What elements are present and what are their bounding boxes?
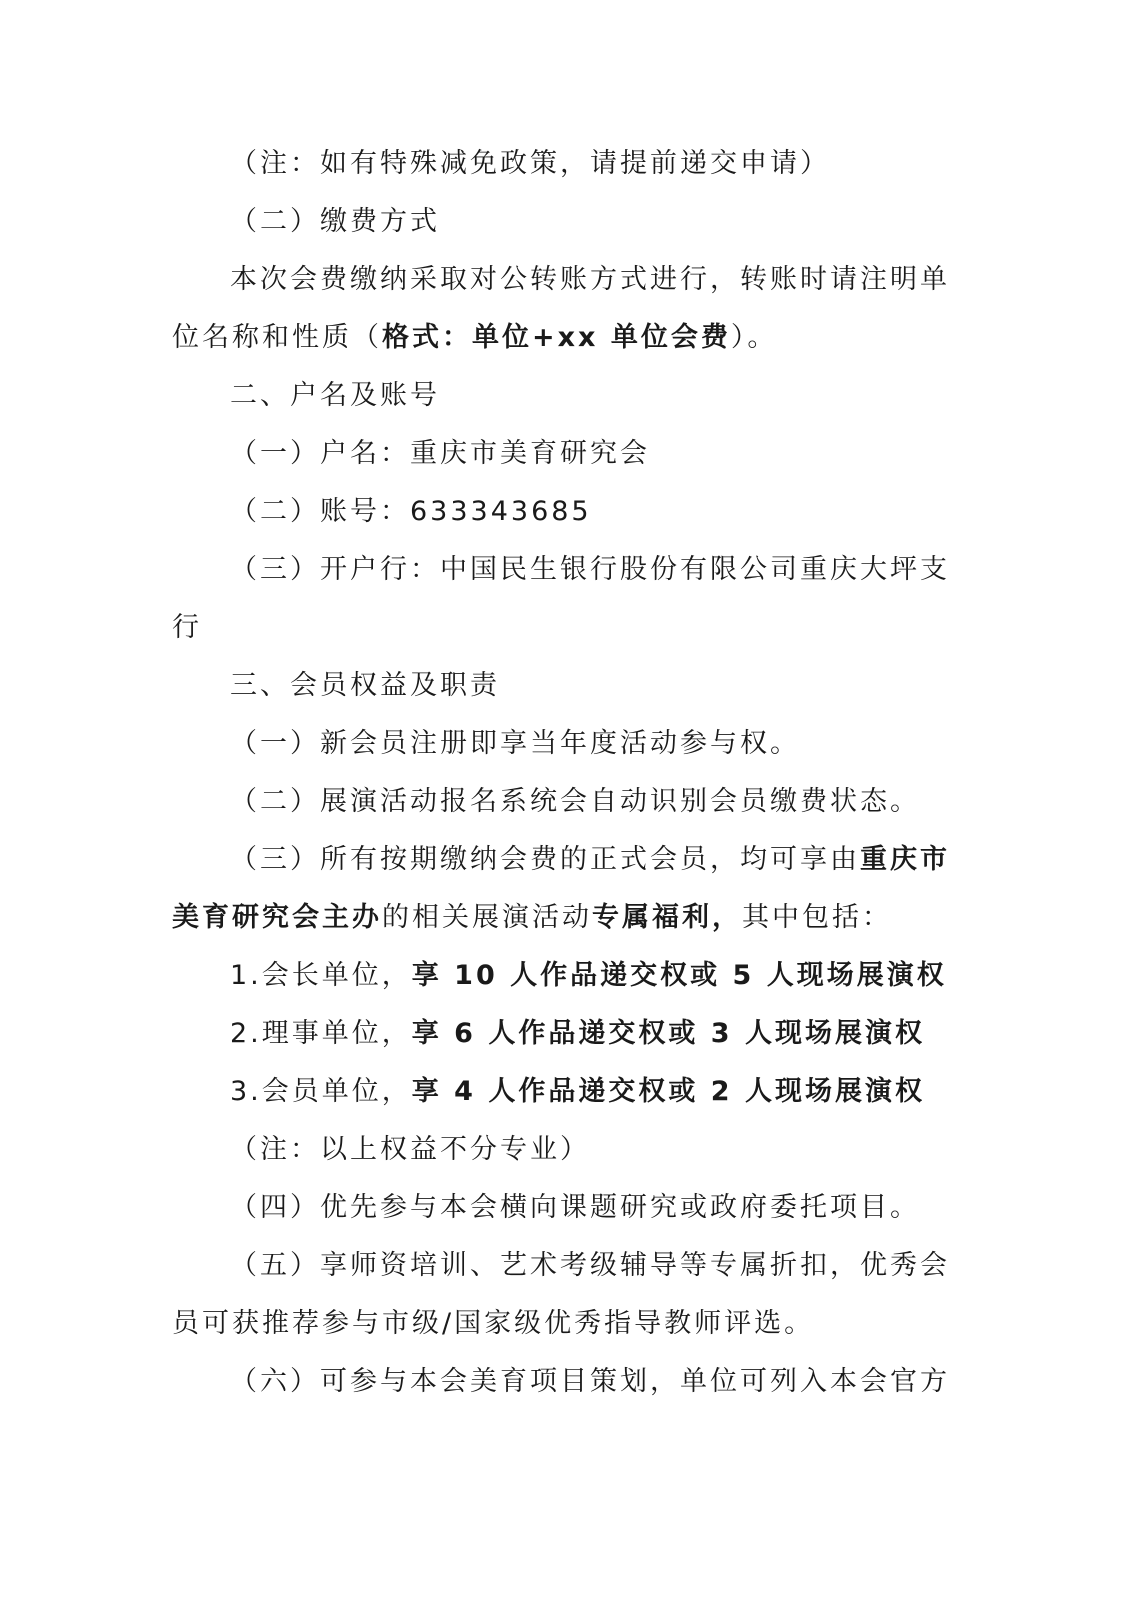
account-name: （一）户名：重庆市美育研究会 bbox=[230, 438, 650, 469]
note-reduction-policy: （注：如有特殊减免政策，请提前递交申请） bbox=[230, 148, 830, 179]
account-number: （二）账号：633343685 bbox=[230, 496, 592, 527]
heading-member-rights: 三、会员权益及职责 bbox=[230, 670, 500, 701]
account-bank-line-2: 行 bbox=[172, 612, 202, 643]
benefit-director-unit: 2.理事单位，享 6 人作品递交权或 3 人现场展演权 bbox=[230, 1018, 925, 1049]
paragraph-transfer-line-2: 位名称和性质（格式：单位+xx 单位会费）。 bbox=[172, 322, 778, 353]
right-item-2: （二）展演活动报名系统会自动识别会员缴费状态。 bbox=[230, 786, 920, 817]
benefit-president-unit: 1.会长单位，享 10 人作品递交权或 5 人现场展演权 bbox=[230, 960, 947, 991]
heading-payment-method: （二）缴费方式 bbox=[230, 206, 440, 237]
note-rights-all-majors: （注：以上权益不分专业） bbox=[230, 1134, 590, 1165]
right-item-3-line-2: 美育研究会主办的相关展演活动专属福利，其中包括： bbox=[172, 902, 892, 933]
right-item-1: （一）新会员注册即享当年度活动参与权。 bbox=[230, 728, 800, 759]
document-body bbox=[172, 135, 952, 1411]
account-bank-line-1: （三）开户行：中国民生银行股份有限公司重庆大坪支 bbox=[230, 554, 950, 585]
transfer-format-bold: 格式：单位+xx 单位会费 bbox=[382, 322, 731, 353]
right-item-4: （四）优先参与本会横向课题研究或政府委托项目。 bbox=[230, 1192, 920, 1223]
benefit-member-unit: 3.会员单位，享 4 人作品递交权或 2 人现场展演权 bbox=[230, 1076, 925, 1107]
right-item-5-line-2: 员可获推荐参与市级/国家级优秀指导教师评选。 bbox=[172, 1308, 815, 1339]
right-item-3-line-1: （三）所有按期缴纳会费的正式会员，均可享由重庆市 bbox=[230, 844, 950, 875]
heading-account-info: 二、户名及账号 bbox=[230, 380, 440, 411]
right-item-6-line-1: （六）可参与本会美育项目策划，单位可列入本会官方 bbox=[230, 1366, 950, 1397]
right-item-5-line-1: （五）享师资培训、艺术考级辅导等专属折扣，优秀会 bbox=[230, 1250, 950, 1281]
paragraph-transfer-line-1: 本次会费缴纳采取对公转账方式进行，转账时请注明单 bbox=[230, 264, 950, 295]
